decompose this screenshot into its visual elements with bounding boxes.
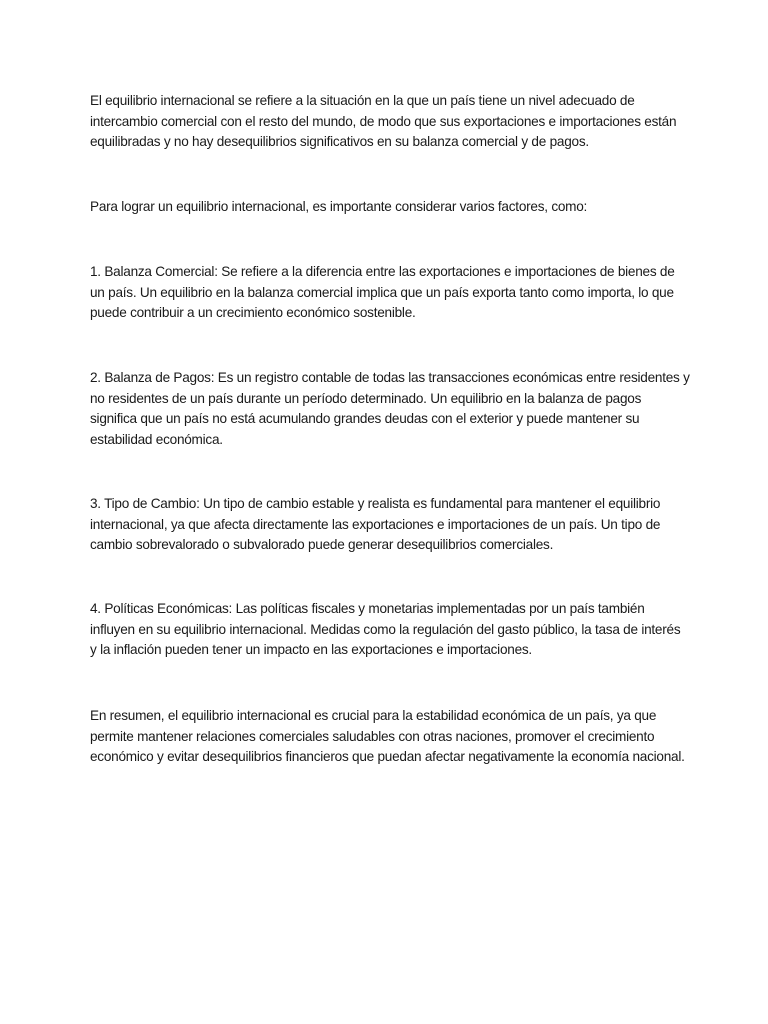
factor-tipo-de-cambio: 3. Tipo de Cambio: Un tipo de cambio estable y realista es fundamental para mantener el equilibrio internacional, ya que afecta directamente las exportaciones e importaciones de un país. Un tipo de cambio sobrevalorado o subvalorado puede generar desequilibrios comerciales. — [90, 496, 661, 552]
factor-balanza-de-pagos: 2. Balanza de Pagos: Es un registro contable de todas las transacciones económicas entre residentes y no residentes de un país durante un período determinado. Un equilibrio en la balanza de pagos significa que un país no está acumulando grandes deudas con el exterior y puede mantener su estabilidad económica. — [90, 370, 690, 447]
intro-paragraph: El equilibrio internacional se refiere a la situación en la que un país tiene un nivel adecuado de intercambio comercial con el resto del mundo, de modo que sus exportaciones e importaciones están equilibradas y no hay desequilibrios significativos en su balanza comercial y de pagos. — [90, 93, 677, 149]
summary-paragraph: En resumen, el equilibrio internacional es crucial para la estabilidad económica de un país, ya que permite mantener relaciones comerciales saludables con otras naciones, promover el crecimiento económico y evitar desequilibrios financieros que puedan afectar negativamente la economía nacional. — [90, 708, 685, 764]
factors-intro-paragraph: Para lograr un equilibrio internacional, es importante considerar varios factores, como: — [90, 199, 588, 214]
factor-balanza-comercial: 1. Balanza Comercial: Se refiere a la diferencia entre las exportaciones e importaciones de bienes de un país. Un equilibrio en la balanza comercial implica que un país exporta tanto como importa, lo que puede contribuir a un crecimiento económico sostenible. — [90, 264, 675, 320]
factor-politicas-economicas: 4. Políticas Económicas: Las políticas fiscales y monetarias implementadas por un país también influyen en su equilibrio internacional. Medidas como la regulación del gasto público, la tasa de interés y la inflación pueden tener un impacto en las exportaciones e importaciones. — [90, 601, 681, 657]
